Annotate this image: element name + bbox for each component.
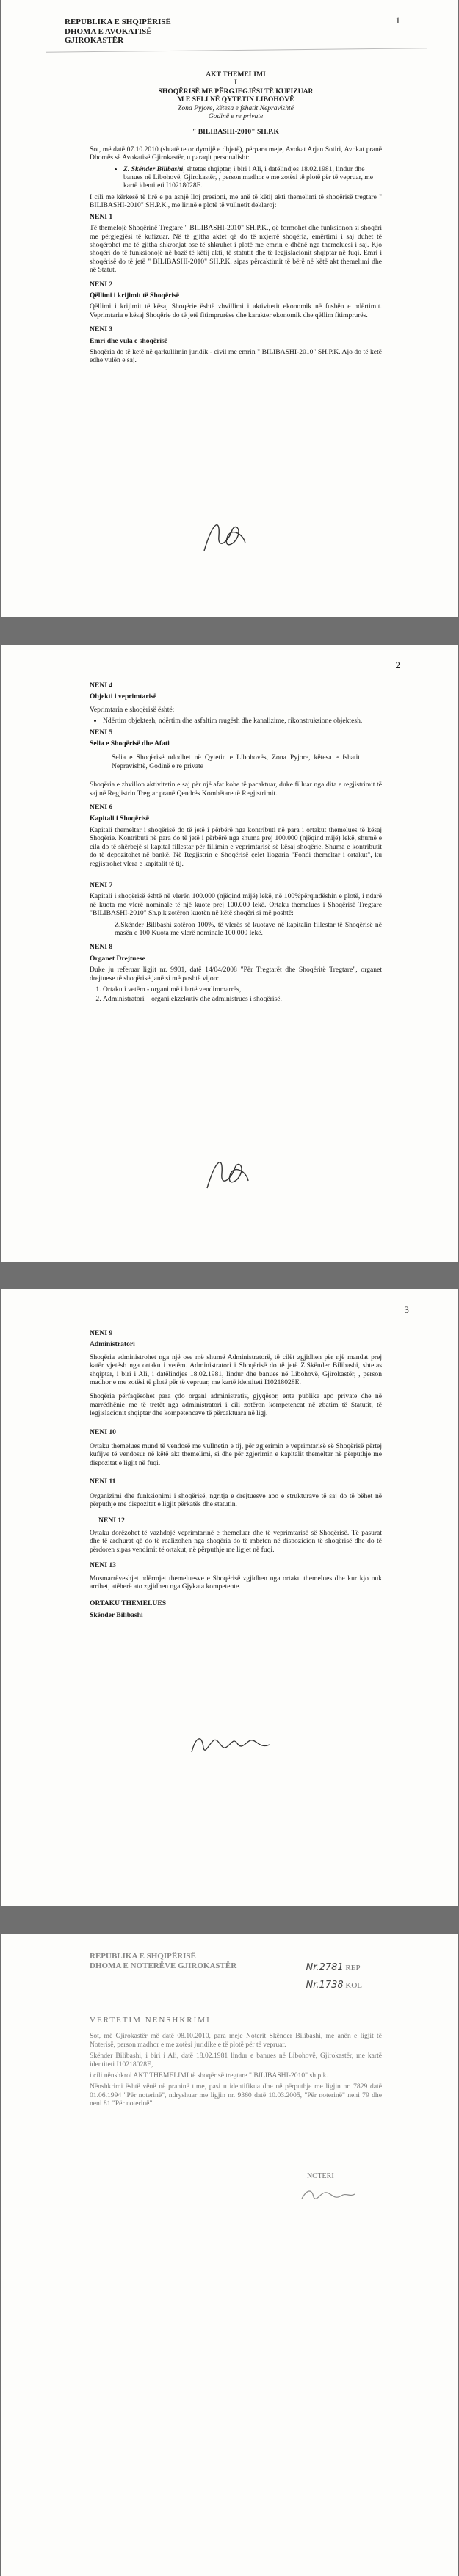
intro-paragraph: Sot, më datë 07.10.2010 (shtatë tetor dymijë e dhjetë), përpara meje, Avokat Arjan Sotiri, Avokat pranë Dhomës së Avokatisë Gjirokastër, u paraqit personalisht: [90,145,382,162]
article-2-title: NENI 2 [90,280,113,289]
signature-initials [201,1151,253,1195]
list-item: • Ndërtim objektesh, ndërtim dhe asfaltim rrugësh dhe kanalizime, rikonstruksione objektesh. [103,717,382,725]
article-9-title: NENI 9 [90,1329,113,1337]
article-4-intro: Veprimtaria e shoqërisë është: [90,705,175,714]
article-2-text: Qëllimi i krijimit të kësaj Shoqërie është zhvillimi i aktivitetit ekonomik në fushën e ndërtimit. Veprimtaria e kësaj Shoqërie do të jetë fitimprurëse dhe karakter ekonomik dhe qëllim fitimprurës. [90,303,382,319]
notary-legal: Nënshkrimi është vënë në praninë time, pasi u identifikua dhe në përputhje me ligjin nr. 7829 datë 01.06.1994 "Për noterinë", ndryshuar me ligjin nr. 9360 datë 10.03.2005, "Për noterinë" neni 79 dhe neni 81 "Për noterinë". [90,2083,382,2108]
article-3-text: Shoqëria do të ketë në qarkullimin juridik - civil me emrin " BILIBASHI-2010" SH.P.K. Ajo do të ketë edhe vulën e saj. [90,347,382,365]
list-item: 2. Administratori – organi ekzekutiv dhe administrues i shoqërisë. [103,995,382,1003]
article-11-title: NENI 11 [90,1477,116,1486]
notary-label: NOTERI [307,2172,334,2180]
notary-text: Sot, më Gjirokastër më datë 08.10.2010, para meje Noterit Skënder Bilibashi, me anën e ligjit të Noterisë, person madhor e me zotësi juridike e të plotë për të vepruar. [90,2032,382,2049]
article-9-subtitle: Administratori [90,1340,135,1349]
founder-list [110,165,382,190]
article-7-share: Z.Skënder Bilibashi zotëron 100%, të vlerës së kuotave në kapitalin fillestar të Shoqërisë në masën e 100 Kuota me vlerë nominale 100.000 lekë. [115,920,382,937]
article-9-text: Shoqëria administrohet nga një ose më shumë Administratorë, të cilët zgjidhen për një mandat prej katër vjetësh nga ortaku i vetëm. Administratori i Shoqërisë do të jetë Z.Skënder Bilibashi, shtetas shqiptar, i biri i Ali, i datëlindjes 18.02.1981, lindur dhe banues në Libohovë, Gjirokastër, , person madhor e me zotësi të plotë për të vepruar, me kartë identiteti I10218028E. [90,1353,382,1387]
document-page-3 [1,1289,458,1906]
subtitle: Zona Pyjore, këtesa e fshatit Nepravishtë Godinë e re private [178,104,294,121]
article-10-title: NENI 10 [90,1428,116,1436]
notary-body [90,2016,382,2111]
bodies-list [90,985,382,1004]
page2-body [90,681,382,1007]
article-11-text: Organizimi dhe funksionimi i shoqërisë, ngritja e drejtuesve apo e strukturave të saj do të bëhet në përputhje me dispozitat e ligjit përkatës dhe statutin. [90,1491,382,1509]
article-13-title: NENI 13 [90,1561,116,1570]
article-8-title: NENI 8 [90,943,113,952]
article-7-title: NENI 7 [90,880,113,889]
article-4-subtitle: Objekti i veprimtarisë [90,692,157,701]
article-10-text: Ortaku themelues mund të vendosë me vullnetin e tij, për zgjerimin e veprimtarisë së Shoqërisë përtej kufijve të vendosur në këtë akt themelimi, si dhe për zgjerimin e kapitalit themeltar në përputhje me dispozitat e ligjit në fuqi. [90,1442,382,1467]
article-8-subtitle: Organet Drejtuese [90,954,145,963]
header-rule [46,48,427,52]
list-item: 1. Ortaku i vetëm - organi më i lartë vendimmarrës, [103,985,382,994]
activity-list [90,717,382,725]
list-item: • Z. Skënder Bilibashi, shtetas shqiptar, i biri i Ali, i datëlindjes 18.02.1981, lindur dhe banues në Libohovë, Gjirokastër, , person madhor e me zotësi të plotë për të vepruar, me kartë identiteti I10218028E. [123,165,382,190]
article-12-title: NENI 12 [98,1516,125,1524]
article-2-subtitle: Qëllimi i krijimit të Shoqërisë [90,291,180,300]
company-name: " BILIBASHI-2010" SH.P.K [192,128,279,137]
document-page-2 [1,645,458,1262]
notary-page [1,1934,458,2576]
article-3-title: NENI 3 [90,325,113,334]
notary-identity: Skënder Bilibashi, i biri i Ali, datë 18.02.1981 lindur e banues në Libohovë, Gjirokastër, me kartë identiteti I10218028E, [90,2052,382,2069]
article-6-subtitle: Kapitali i Shoqërisë [90,814,150,823]
document-page-1 [1,0,458,617]
document-header: REPUBLIKA E SHQIPËRISË DHOMA E AVOKATISË GJIROKASTËR [65,18,171,45]
founder-label: ORTAKU THEMELUES [90,1599,167,1608]
article-13-text: Mosmarrëveshjet ndërmjet themeluesve e Shoqërisë zgjidhen nga ortaku themelues dhe kur kjo nuk arrihet, atëherë ato zgjidhen nga Gjykata kompetente. [90,1574,382,1591]
page-number: 2 [395,659,400,670]
notary-signed: i cili nënshkroi AKT THEMELIMI të shoqërisë tregtare " BILIBASHI-2010" sh.p.k. [90,2072,328,2080]
article-3-subtitle: Emri dhe vula e shoqërisë [90,336,168,345]
article-6-title: NENI 6 [90,803,113,812]
declaration-paragraph: I cili me kërkesë të lirë e pa asnjë lloj presioni, me anë të këtij akti themelimi të shoqërisë tregtare " BILIBASHI-2010" SH.P.K., me lirinë e plotë të vullnetit deklaroj: [90,192,382,210]
article-7-text: Kapitali i shoqërisë është në vlerën 100.000 (njëqind mijë) lekë, në 100%përqindëshin e plotë, i ndarë në kuota me vlerë nominale të një kuote prej 100.000 lekë. Ortaku themelues i Shoqërisë Tregtare "BILIBASHI-2010" Sh.p.k zotëron kuotën në këtë shoqëri si më poshtë: [90,892,382,918]
title: AKT THEMELIMI I SHOQËRISË ME PËRGJEGJËSI TË KUFIZUAR M E SELI NË QYTETIN LIBOHOVË [158,70,314,104]
notary-header: REPUBLIKA E SHQIPËRISË DHOMA E NOTERËVE GJIROKASTËR [90,1952,237,1970]
page-number: 1 [395,15,400,26]
article-4-title: NENI 4 [90,681,113,690]
article-12-text: Ortaku dorëzohet të vazhdojë veprimtarinë e themeluar dhe të veprimtarisë së Shoqërisë. Të pasurat dhe të ardhurat që do të realizohen nga shoqëria do të mbeten në dispozicion të shoqërisë dhe do të përdoren sipas vendimit të ortakut, në përputhje me ligjet në fuqi. [90,1528,382,1554]
kol-number: Nr.1738 KOL [306,1980,362,1991]
register-numbers [306,1962,362,1997]
article-8-text: Duke ju referuar ligjit nr. 9901, datë 14/04/2008 "Për Tregtarët dhe Shoqëritë Tregtare", organet drejtuese të shoqërisë janë si më poshtë vijon: [90,966,382,983]
page3-body [90,1329,382,1622]
article-9-representation: Shoqëria përfaqësohet para çdo organi administrativ, gjyqësor, ente publike apo private dhe në marrëdhënie me të tretët nga administratori i cili zotëron kompetencat në zbatim të Statutit, të legjislacionit shqiptar dhe kompetencave të përcaktuara në ligj. [90,1392,382,1418]
article-1-text: Të themelojë Shoqërinë Tregtare " BILIBASHI-2010" SH.P.K., që formohet dhe funksionon si shoqëri me përgjegjësi të kufizuar. Në të gjitha aktet që do të nxjerrë shoqëria, emërtimi i saj duhet të shoqërohet me të gjitha shkronjat ose të shkruhet i plotë me emrin e dhënë nga themeluesi i saj. Kjo shoqëri do të funksionojë në bazë të këtij akti, të statutit dhe të legjislacionit shqiptar në fuqi. Emri i shoqërisë do të jetë " BILIBASHI-2010" SH.P.K. sipas përcaktimit të bërë në këtë akt themelimi dhe në Statut. [90,224,382,275]
notary-signature [299,2181,358,2207]
article-5-term: Shoqëria e zhvillon aktivitetin e saj për një afat kohe të pacaktuar, duke filluar nga dita e regjistrimit të saj në Regjistrin Tregtar pranë Qendrës Kombëtare të Regjistrimit. [90,781,382,797]
founder-name: Skënder Bilibashi [90,1610,143,1619]
page-number: 3 [404,1304,409,1315]
article-1-title: NENI 1 [90,212,113,221]
article-5-title: NENI 5 [90,728,113,737]
article-6-text: Kapitali themeltar i shoqërisë do të jetë i përbërë nga kontributi në para i ortakut themelues të kësaj Shoqërie. Kontributi në para do të jetë i përbërë nga shuma prej 100.000 (njëqind mijë) lekë, shumë e cila do të shërbejë si kapital fillestar për fillimin e veprimtarisë së kësaj shoqërie. Shuma e kontributit do të depozitohet në bankë. Në Regjistrin e Shoqërisë çelet llogaria "Fondi themeltar i ortakut", ku regjistrohet vlera e kapitalit të tij. [90,825,382,868]
rep-number: Nr.2781 REP [306,1962,361,1973]
founder-signature [189,1730,277,1759]
article-5-seat: Selia e Shoqërisë ndodhet në Qytetin e Libohovës, Zona Pyjore, këtesa e fshatit Nepravishtë, Godinë e re private [112,753,360,770]
signature-initials [198,514,250,558]
article-5-subtitle: Selia e Shoqërisë dhe Afati [90,739,170,748]
page1-body [90,70,382,368]
notary-title: VERTETIM NENSHKRIMI [90,2016,211,2025]
